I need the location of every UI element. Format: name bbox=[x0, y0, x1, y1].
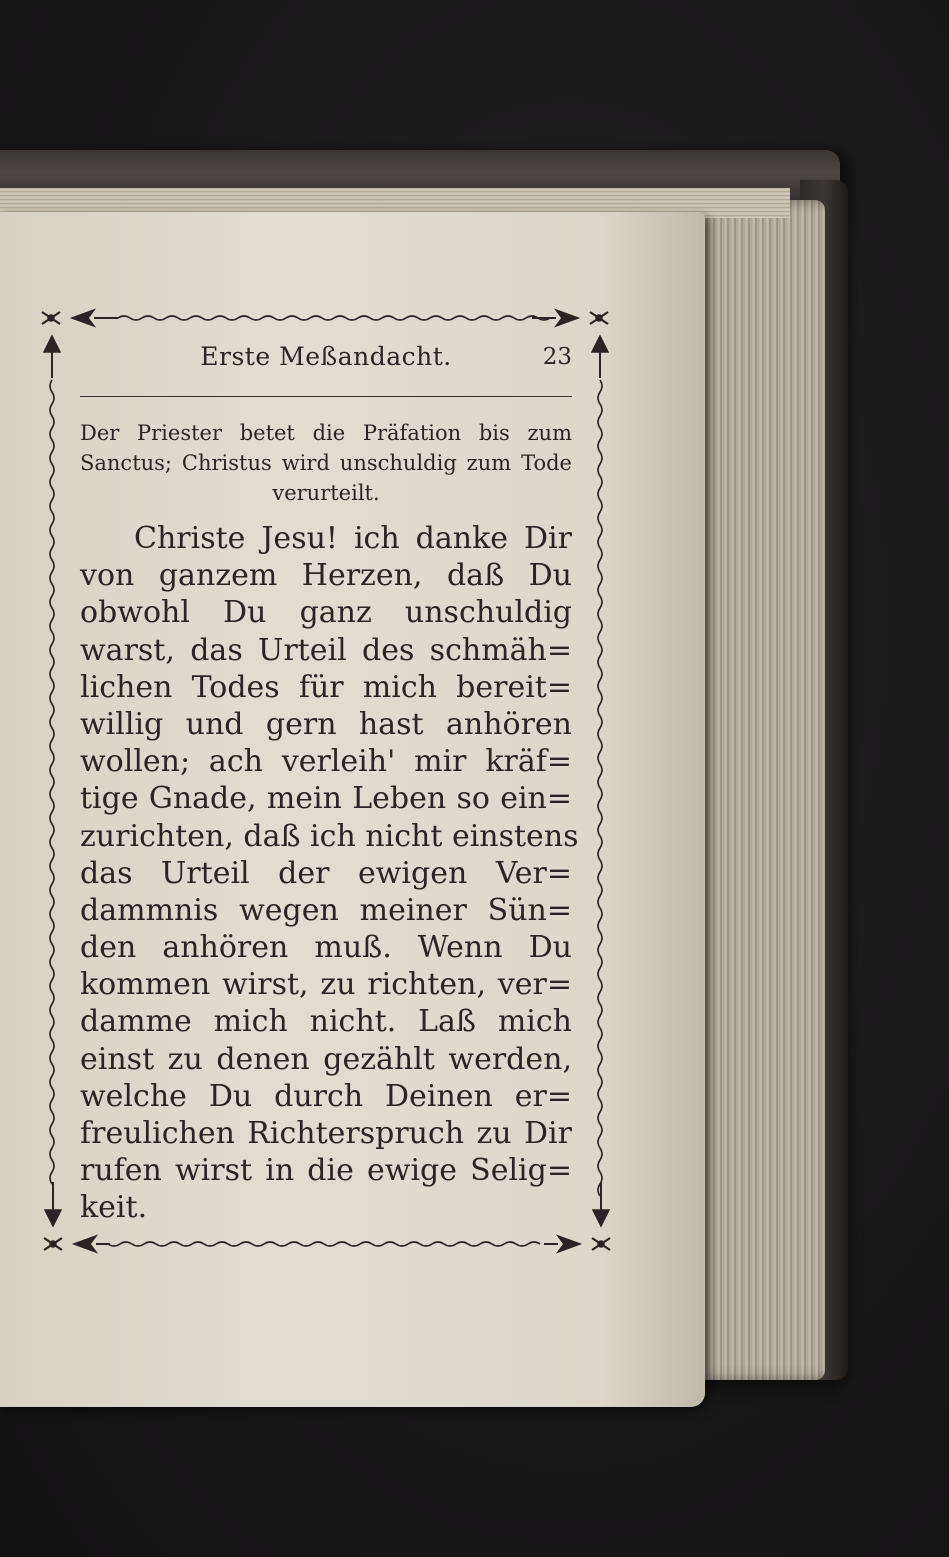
prayer-line: damme mich nicht. Laß mich bbox=[80, 1004, 572, 1040]
prayer-line: zurichten, daß ich nicht einstens bbox=[80, 818, 579, 854]
prayer-line: freulichen Richterspruch zu Dir bbox=[80, 1116, 572, 1151]
prayer-line: Christe Jesu! ich danke Dir bbox=[134, 521, 572, 556]
prayer-line: dammnis wegen meiner Sün= bbox=[80, 892, 572, 928]
right-wave-line bbox=[598, 380, 602, 1196]
prayer-line: obwohl Du ganz unschuldig bbox=[80, 595, 572, 631]
prayer-line: warst, das Urteil des schmäh= bbox=[80, 632, 572, 668]
prayer-line: rufen wirst in die ewige Selig= bbox=[80, 1153, 572, 1189]
prayer-line: wollen; ach verleih' mir kräf= bbox=[80, 744, 572, 780]
prayer-line: den anhören muß. Wenn Du bbox=[80, 930, 572, 966]
prayer-text bbox=[80, 520, 579, 1227]
prayer-line: von ganzem Herzen, daß Du bbox=[80, 558, 572, 594]
prayer-line: tige Gnade, mein Leben so ein= bbox=[80, 781, 572, 817]
left-wave-line bbox=[50, 380, 54, 1184]
prayer-line: willig und gern hast anhören bbox=[80, 706, 572, 742]
running-head bbox=[80, 338, 572, 378]
page-number: 23 bbox=[542, 344, 572, 370]
prayer-line: das Urteil der ewigen Ver= bbox=[80, 855, 572, 891]
prayer-line: keit. bbox=[80, 1190, 148, 1226]
prayer-line: kommen wirst, zu richten, ver= bbox=[80, 967, 572, 1003]
prayer-line: welche Du durch Deinen er= bbox=[80, 1078, 572, 1114]
header-rule bbox=[80, 396, 572, 397]
prayer-line: einst zu denen gezählt werden, bbox=[80, 1041, 572, 1077]
running-head-title: Erste Meßandacht. bbox=[200, 342, 452, 371]
prayer-line: lichen Todes für mich bereit= bbox=[80, 669, 572, 705]
rubric-text: Der Priester betet die Präfation bis zum Sanctus; Christus wird unschuldig zum Tode verurteilt. bbox=[80, 421, 572, 505]
top-wave-line bbox=[118, 316, 550, 320]
bottom-wave-line bbox=[108, 1242, 540, 1246]
